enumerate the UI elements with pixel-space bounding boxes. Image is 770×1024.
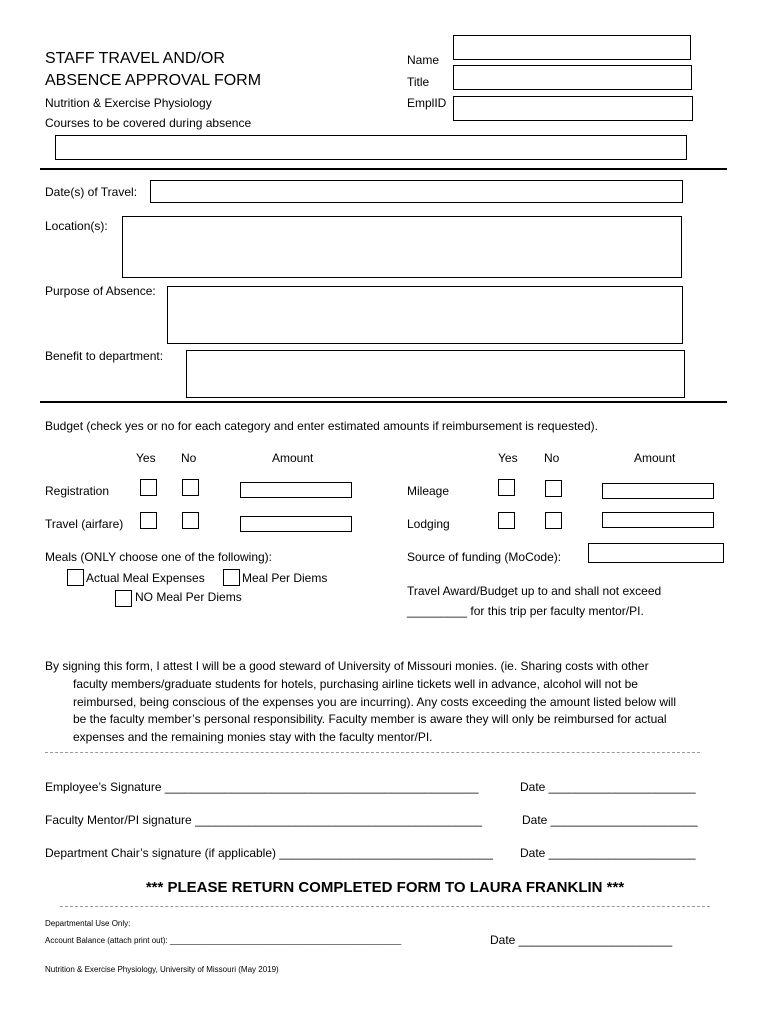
departmental-use-label: Departmental Use Only: [45, 919, 131, 928]
name-field[interactable] [453, 35, 691, 60]
mentor-date-line[interactable]: Date ______________________ [522, 813, 698, 827]
lodging-no-checkbox[interactable] [545, 512, 562, 529]
travel-award-line1: Travel Award/Budget up to and shall not exceed [407, 584, 662, 598]
col-no-right: No [544, 451, 560, 465]
lodging-label: Lodging [407, 517, 450, 531]
dates-label: Date(s) of Travel: [45, 185, 138, 199]
meal-per-diems-label: Meal Per Diems [242, 571, 328, 585]
dashed-separator [60, 906, 710, 907]
airfare-amount-field[interactable] [240, 516, 352, 532]
emplid-label: EmplID [407, 96, 447, 110]
purpose-field[interactable] [167, 286, 683, 344]
locations-field[interactable] [122, 216, 682, 278]
title-label: Title [407, 75, 430, 89]
col-yes-right: Yes [498, 451, 518, 465]
travel-airfare-label: Travel (airfare) [45, 517, 124, 531]
departmental-date-line[interactable]: Date _______________________ [490, 933, 673, 947]
chair-signature-line[interactable]: Department Chair’s signature (if applicable) ________________________________ [45, 846, 493, 860]
form-title-line1: STAFF TRAVEL AND/OR [45, 50, 225, 67]
lodging-amount-field[interactable] [602, 512, 714, 528]
col-yes-left: Yes [136, 451, 156, 465]
lodging-yes-checkbox[interactable] [498, 512, 515, 529]
col-amount-right: Amount [634, 451, 676, 465]
airfare-yes-checkbox[interactable] [140, 512, 157, 529]
name-label: Name [407, 53, 440, 67]
employee-date-line[interactable]: Date ______________________ [520, 780, 696, 794]
chair-date-line[interactable]: Date ______________________ [520, 846, 696, 860]
no-meal-per-diems-checkbox[interactable] [115, 590, 132, 607]
employee-signature-line[interactable]: Employee’s Signature _______________________________________________ [45, 780, 479, 794]
form-title-line2: ABSENCE APPROVAL FORM [45, 72, 262, 89]
benefit-label: Benefit to department: [45, 349, 164, 363]
section-divider [40, 168, 727, 170]
dashed-separator [45, 752, 700, 753]
travel-award-line2: _________ for this trip per faculty mentor/PI. [407, 604, 644, 618]
dates-field[interactable] [150, 180, 683, 203]
airfare-no-checkbox[interactable] [182, 512, 199, 529]
funding-source-field[interactable] [588, 543, 724, 563]
mileage-amount-field[interactable] [602, 483, 714, 499]
attestation-line1: By signing this form, I attest I will be a good steward of University of Missouri monies. (ie. Sharing costs with other [45, 659, 649, 673]
attestation-line3: reimbursed, being conscious of the expenses you are incurring). Any costs exceeding the amount listed below will [73, 695, 676, 709]
no-meal-per-diems-label: NO Meal Per Diems [135, 590, 242, 604]
courses-label: Courses to be covered during absence [45, 116, 252, 130]
col-no-left: No [181, 451, 197, 465]
attestation-line2: faculty members/graduate students for hotels, purchasing airline tickets well in advance, alcohol will not be [73, 677, 638, 691]
budget-instructions: Budget (check yes or no for each category and enter estimated amounts if reimbursement is requested). [45, 419, 598, 433]
actual-meal-label: Actual Meal Expenses [86, 571, 205, 585]
emplid-field[interactable] [453, 96, 693, 121]
purpose-label: Purpose of Absence: [45, 284, 156, 298]
attestation-line5: expenses and the remaining monies stay with the faculty mentor/PI. [73, 730, 433, 744]
attestation-line4: be the faculty member’s personal responsibility. Faculty member is aware they will only be reimbursed for actual [73, 712, 667, 726]
registration-no-checkbox[interactable] [182, 479, 199, 496]
mileage-no-checkbox[interactable] [545, 480, 562, 497]
mileage-label: Mileage [407, 484, 450, 498]
meals-label: Meals (ONLY choose one of the following): [45, 550, 273, 564]
return-notice: *** PLEASE RETURN COMPLETED FORM TO LAURA FRANKLIN *** [145, 879, 625, 896]
funding-source-label: Source of funding (MoCode): [407, 550, 562, 564]
registration-yes-checkbox[interactable] [140, 479, 157, 496]
actual-meal-checkbox[interactable] [67, 569, 84, 586]
col-amount-left: Amount [272, 451, 314, 465]
title-field[interactable] [453, 65, 692, 90]
footer-text: Nutrition & Exercise Physiology, University of Missouri (May 2019) [45, 965, 279, 974]
mileage-yes-checkbox[interactable] [498, 479, 515, 496]
account-balance-line[interactable]: Account Balance (attach print out): ____________________________________________________ [45, 936, 402, 945]
benefit-field[interactable] [186, 350, 685, 398]
department-name: Nutrition & Exercise Physiology [45, 96, 212, 110]
meal-per-diems-checkbox[interactable] [223, 569, 240, 586]
registration-amount-field[interactable] [240, 482, 352, 498]
locations-label: Location(s): [45, 219, 108, 233]
courses-field[interactable] [55, 135, 687, 160]
registration-label: Registration [45, 484, 110, 498]
mentor-signature-line[interactable]: Faculty Mentor/PI signature ___________________________________________ [45, 813, 483, 827]
section-divider [40, 401, 727, 403]
